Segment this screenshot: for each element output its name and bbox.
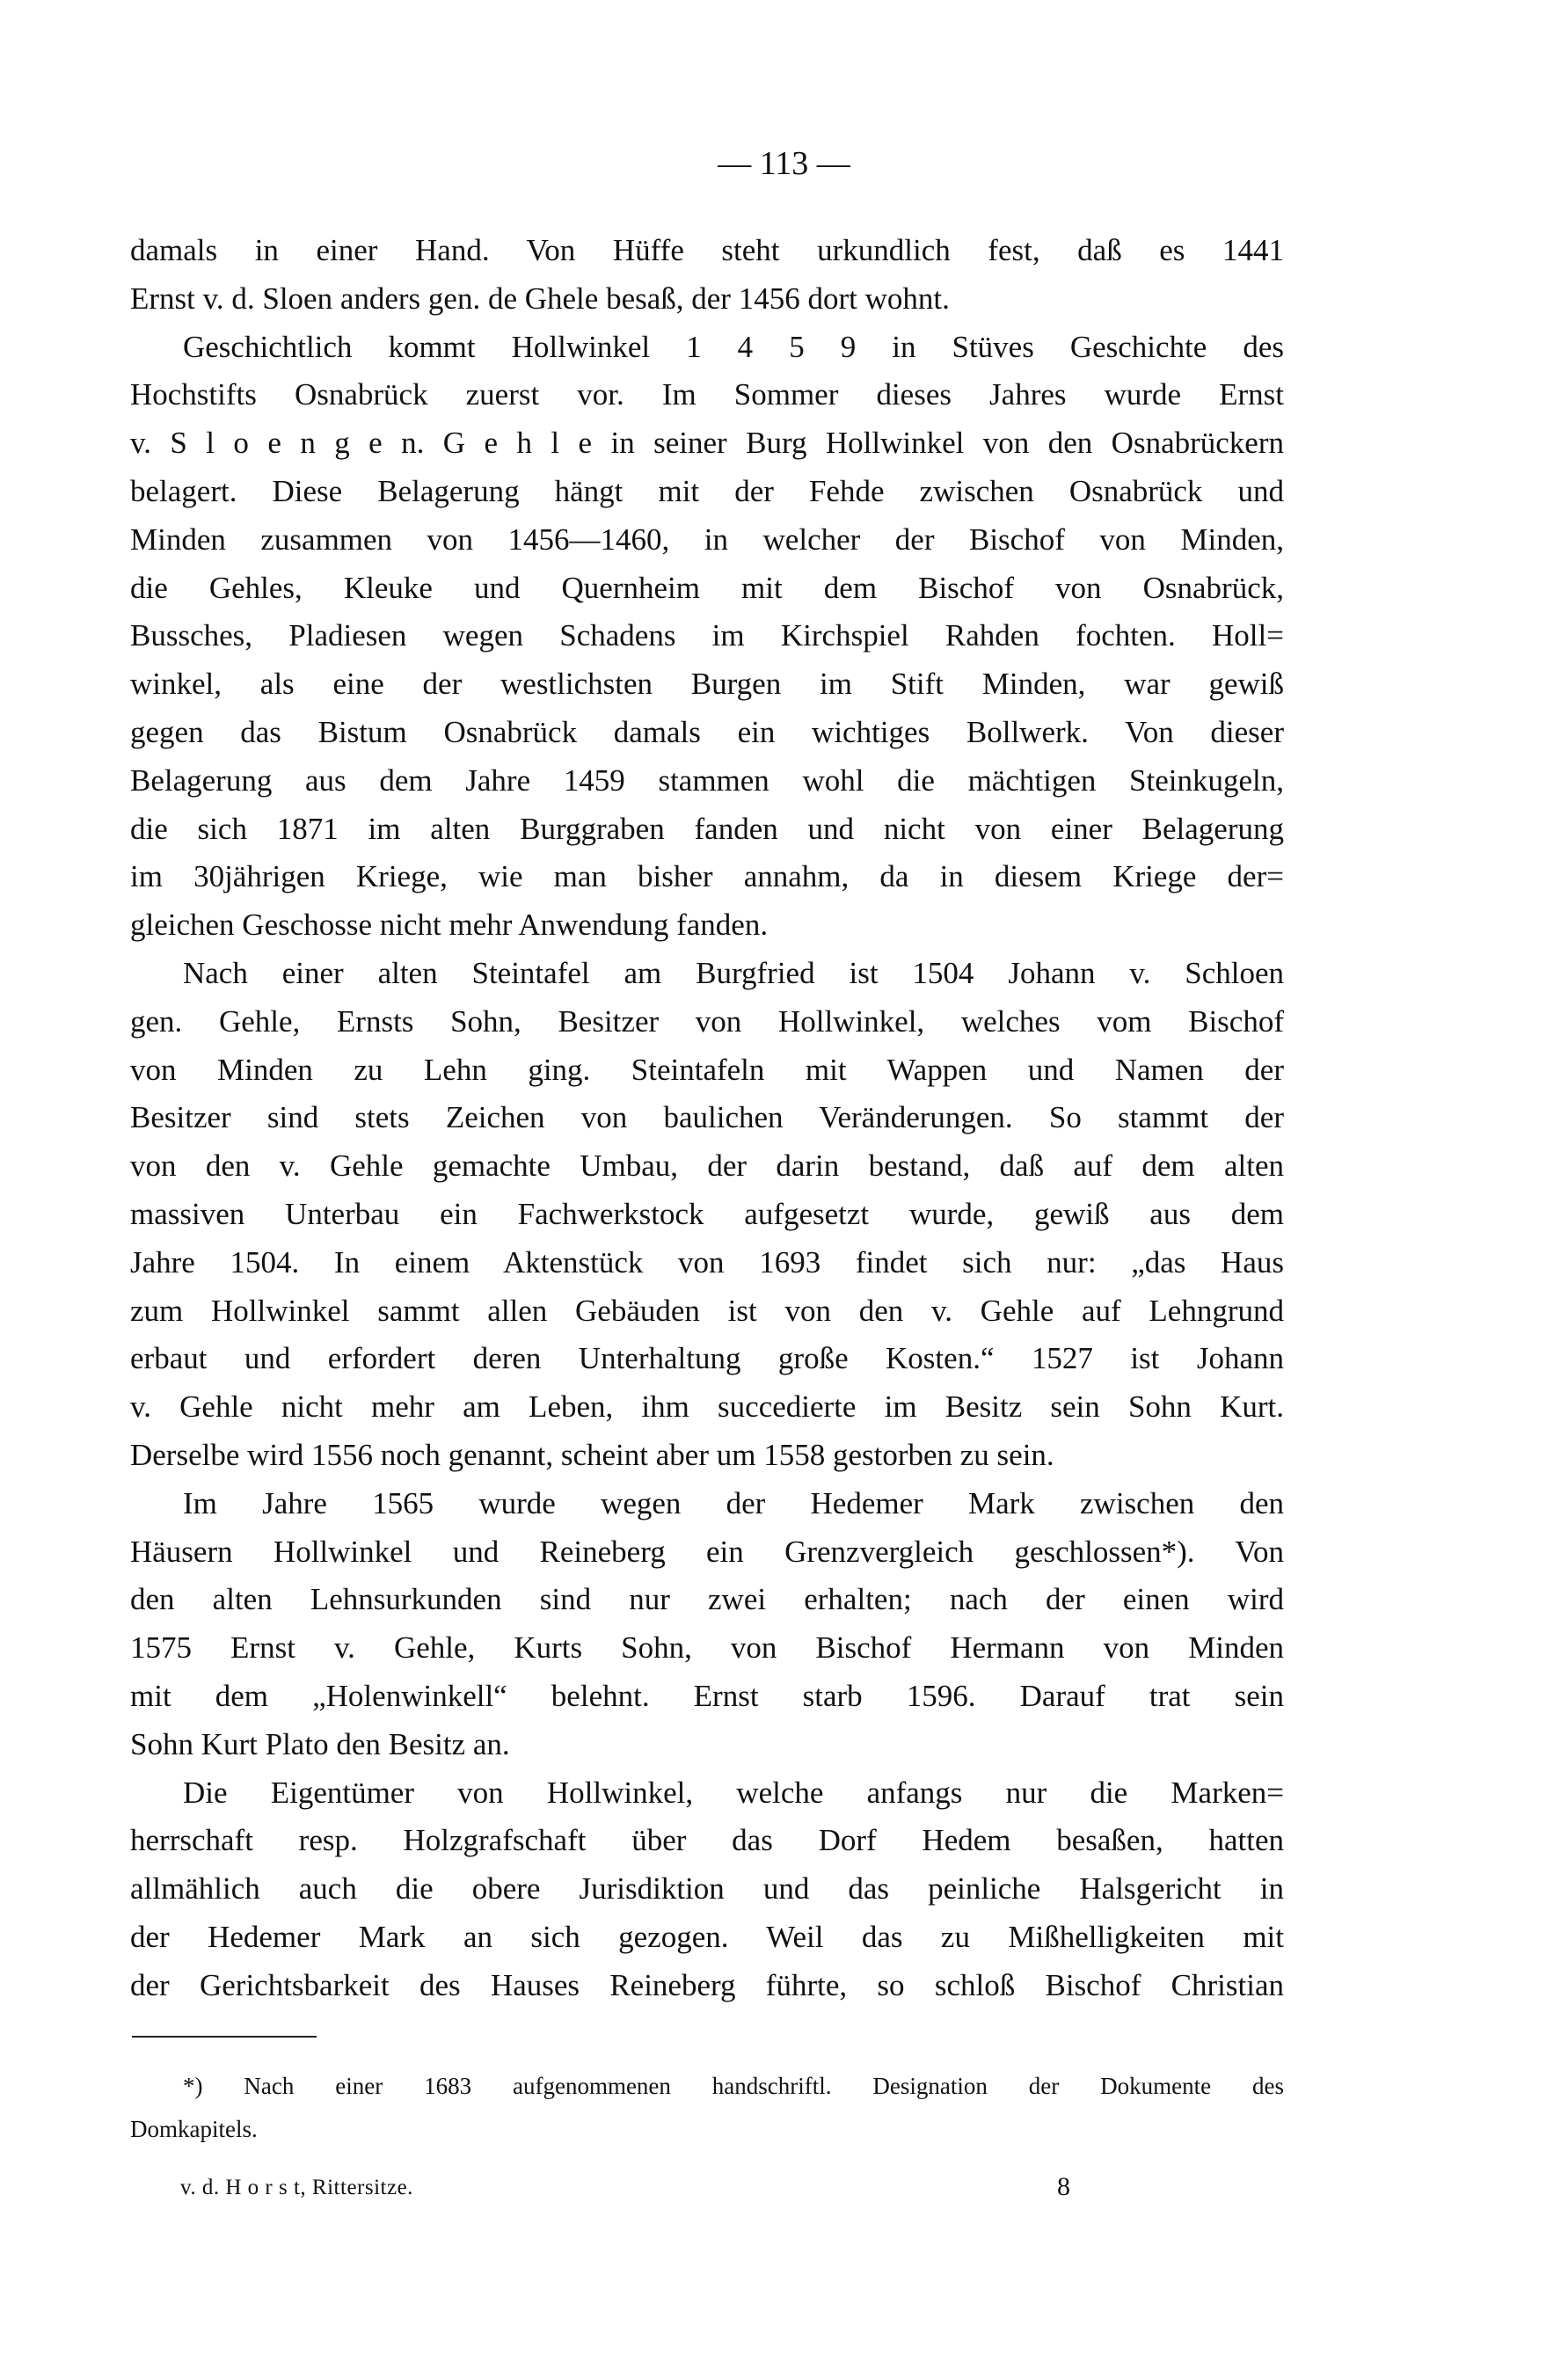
text-line: mit dem „Holenwinkell“ belehnt. Ernst starb 1596. Darauf trat sein xyxy=(130,1678,1284,1713)
text-line: gen. Gehle, Ernsts Sohn, Besitzer von Hollwinkel, welches vom Bischof xyxy=(130,1003,1284,1039)
text-line: Besitzer sind stets Zeichen von baulichen Veränderungen. So stammt der xyxy=(130,1100,1284,1135)
sheet-number: 8 xyxy=(1057,2172,1070,2201)
text-line: herrschaft resp. Holzgrafschaft über das Dorf Hedem besaßen, hatten xyxy=(130,1823,1284,1858)
text-line: die Gehles, Kleuke und Quernheim mit dem Bischof von Osnabrück, xyxy=(130,570,1284,605)
signature-mark: v. d. H o r s t, Rittersitze. xyxy=(180,2176,413,2199)
text-line: gleichen Geschosse nicht mehr Anwendung fanden. xyxy=(130,908,769,943)
text-line: Jahre 1504. In einem Aktenstück von 1693 findet sich nur: „das Haus xyxy=(130,1244,1284,1280)
text-line: Minden zusammen von 1456—1460, in welcher der Bischof von Minden, xyxy=(130,521,1284,557)
text-line: von Minden zu Lehn ging. Steintafeln mit Wappen und Namen der xyxy=(130,1052,1284,1087)
text-line: v. Gehle nicht mehr am Leben, ihm succedierte im Besitz sein Sohn Kurt. xyxy=(130,1389,1284,1425)
text-line: Geschichtlich kommt Hollwinkel 1 4 5 9 in Stüves Geschichte des xyxy=(183,329,1284,364)
text-line: zum Hollwinkel sammt allen Gebäuden ist von den v. Gehle auf Lehngrund xyxy=(130,1293,1284,1328)
text-line: Ernst v. d. Sloen anders gen. de Ghele besaß, der 1456 dort wohnt. xyxy=(130,281,950,316)
text-line: Sohn Kurt Plato den Besitz an. xyxy=(130,1726,510,1761)
text-line: erbaut und erfordert deren Unterhaltung große Kosten.“ 1527 ist Johann xyxy=(130,1341,1284,1376)
text-line: Bussches, Pladiesen wegen Schadens im Kirchspiel Rahden fochten. Holl= xyxy=(130,618,1284,653)
footnote xyxy=(130,2065,1284,2151)
text-line: v. S l o e n g e n. G e h l e in seiner Burg Hollwinkel von den Osnabrückern xyxy=(130,426,1284,461)
text-line: Hochstifts Osnabrück zuerst vor. Im Sommer dieses Jahres wurde Ernst xyxy=(130,377,1284,412)
text-line: Häusern Hollwinkel und Reineberg ein Grenzvergleich geschlossen*). Von xyxy=(130,1534,1284,1569)
text-line: 1575 Ernst v. Gehle, Kurts Sohn, von Bischof Hermann von Minden xyxy=(130,1630,1284,1666)
body-text xyxy=(130,227,1284,2009)
text-line: Die Eigentümer von Hollwinkel, welche anfangs nur die Marken= xyxy=(183,1775,1284,1810)
text-line: im 30jährigen Kriege, wie man bisher annahm, da in diesem Kriege der= xyxy=(130,859,1284,894)
text-line: der Hedemer Mark an sich gezogen. Weil das zu Mißhelligkeiten mit xyxy=(130,1919,1284,1954)
text-line: von den v. Gehle gemachte Umbau, der darin bestand, daß auf dem alten xyxy=(130,1148,1284,1184)
text-line: massiven Unterbau ein Fachwerkstock aufgesetzt wurde, gewiß aus dem xyxy=(130,1196,1284,1231)
text-line: Derselbe wird 1556 noch genannt, scheint aber um 1558 gestorben zu sein. xyxy=(130,1437,1054,1472)
text-line: der Gerichtsbarkeit des Hauses Reineberg führte, so schloß Bischof Christian xyxy=(130,1967,1284,2002)
text-line: Belagerung aus dem Jahre 1459 stammen wohl die mächtigen Steinkugeln, xyxy=(130,762,1284,798)
text-line: den alten Lehnsurkunden sind nur zwei erhalten; nach der einen wird xyxy=(130,1582,1284,1617)
text-line: gegen das Bistum Osnabrück damals ein wichtiges Bollwerk. Von dieser xyxy=(130,714,1284,749)
footnote-line: *) Nach einer 1683 aufgenommenen handschriftl. Designation der Dokumente des xyxy=(183,2073,1284,2099)
text-line: die sich 1871 im alten Burggraben fanden und nicht von einer Belagerung xyxy=(130,811,1284,846)
text-line: Im Jahre 1565 wurde wegen der Hedemer Mark zwischen den xyxy=(183,1485,1284,1520)
footnote-line: Domkapitels. xyxy=(130,2116,258,2142)
page-number: — 113 — xyxy=(718,145,850,182)
text-line: damals in einer Hand. Von Hüffe steht urkundlich fest, daß es 1441 xyxy=(130,233,1284,267)
text-line: allmählich auch die obere Jurisdiktion und das peinliche Halsgericht in xyxy=(130,1871,1284,1907)
footnote-divider xyxy=(132,2036,317,2038)
text-line: winkel, als eine der westlichsten Burgen im Stift Minden, war gewiß xyxy=(130,667,1284,702)
text-line: Nach einer alten Steintafel am Burgfried ist 1504 Johann v. Schloen xyxy=(183,955,1284,990)
text-line: belagert. Diese Belagerung hängt mit der Fehde zwischen Osnabrück und xyxy=(130,473,1284,508)
